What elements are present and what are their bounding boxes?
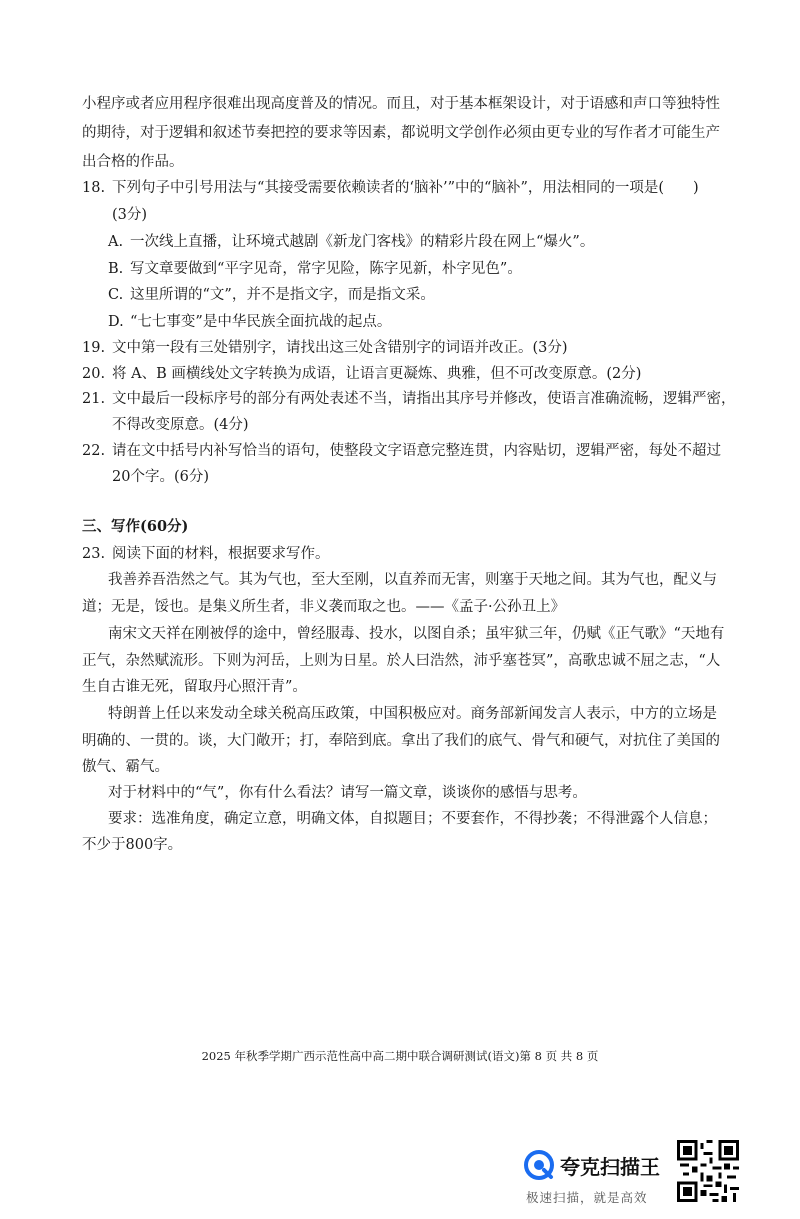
q18-number: 18. — [82, 180, 106, 196]
option-letter: B. — [108, 261, 124, 277]
material-p3-line-3: 傲气、霸气。 — [82, 759, 169, 775]
material-p3-line-2: 明确的、一贯的。谈，大门敞开；打，奉陪到底。拿出了我们的底气、骨气和硬气，对抗住了美国的 — [82, 733, 720, 749]
writing-prompt: 对于材料中的“气”，你有什么看法？请写一篇文章，谈谈你的感悟与思考。 — [108, 785, 587, 801]
material-p2-line-2: 正气，杂然赋流形。下则为河岳，上则为日星。於人曰浩然，沛乎塞苍冥”，高歌忠诚不屈之志，“人 — [82, 653, 721, 669]
writing-requirements-line-1: 要求：选准角度，确定立意，明确文体，自拟题目；不要套作，不得抄袭；不得泄露个人信息； — [108, 811, 717, 827]
intro-line-1: 小程序或者应用程序很难出现高度普及的情况。而且，对于基本框架设计，对于语感和声口等独特性 — [82, 96, 720, 112]
q22-line-1: 请在文中括号内补写恰当的语句，使整段文字语意完整连贯，内容贴切，逻辑严密，每处不超过 — [112, 443, 721, 459]
page-footer: 2025 年秋季学期广西示范性高中高二期中联合调研测试(语文)第 8 页 共 8 页 — [201, 1049, 599, 1063]
q18-option-c — [108, 285, 435, 305]
q23-intro: 阅读下面的材料，根据要求写作。 — [112, 546, 330, 562]
q20-number: 20. — [82, 366, 106, 382]
q18-option-d — [108, 312, 391, 332]
option-text: 一次线上直播，让环境式越剧《新龙门客栈》的精彩片段在网上“爆火”。 — [130, 234, 595, 250]
material-p2-line-1: 南宋文天祥在刚被俘的途中，曾经服毒、投水，以图自杀；虽牢狱三年，仍赋《正气歌》“天地有 — [108, 626, 725, 642]
q21-number: 21. — [82, 391, 106, 407]
q19-text: 文中第一段有三处错别字，请找出这三处含错别字的词语并改正。(3分) — [112, 340, 568, 356]
q18-option-a — [108, 232, 594, 252]
q18-option-b — [108, 259, 522, 279]
material-p1-line-2: 道；无是，馁也。是集义所生者，非义袭而取之也。——《孟子·公孙丑上》 — [82, 599, 566, 615]
q22-number: 22. — [82, 443, 106, 459]
q18-score: (3分) — [112, 207, 148, 223]
option-text: “七七事变”是中华民族全面抗战的起点。 — [130, 314, 392, 330]
option-text: 写文章要做到“平字见奇，常字见险，陈字见新，朴字见色”。 — [130, 261, 522, 277]
q19-number: 19. — [82, 340, 106, 356]
q21-line-2: 不得改变原意。(4分) — [112, 417, 249, 433]
writing-requirements-line-2: 不少于800字。 — [82, 837, 183, 853]
option-letter: C. — [108, 287, 124, 303]
quark-logo-icon — [524, 1150, 554, 1180]
q18-stem: 下列句子中引号用法与“其接受需要依赖读者的‘脑补’”中的“脑补”，用法相同的一项是( ) — [112, 180, 699, 196]
intro-line-2: 的期待，对于逻辑和叙述节奏把控的要求等因素，都说明文学创作必须由更专业的写作者才可能生产 — [82, 125, 720, 141]
section-heading: 三、写作(60分) — [82, 518, 189, 535]
q20-text: 将 A、B 画横线处文字转换为成语，让语言更凝炼、典雅，但不可改变原意。(2分) — [112, 366, 642, 382]
material-p1-line-1: 我善养吾浩然之气。其为气也，至大至刚，以直养而无害，则塞于天地之间。其为气也，配义与 — [108, 572, 717, 588]
option-text: 这里所谓的“文”，并不是指文字，而是指文采。 — [130, 287, 435, 303]
scanner-watermark — [524, 1150, 674, 1210]
material-p3-line-1: 特朗普上任以来发动全球关税高压政策，中国积极应对。商务部新闻发言人表示，中方的立场是 — [108, 706, 717, 722]
q21-line-1: 文中最后一段标序号的部分有两处表述不当，请指出其序号并修改，使语言准确流畅，逻辑严密， — [112, 391, 736, 407]
intro-line-3: 出合格的作品。 — [82, 154, 184, 170]
q22-line-2: 20个字。(6分) — [112, 469, 209, 485]
option-letter: D. — [108, 314, 124, 330]
option-letter: A. — [108, 234, 124, 250]
watermark-subtitle: 极速扫描，就是高效 — [526, 1190, 648, 1205]
qr-code-icon — [677, 1140, 739, 1202]
material-p2-line-3: 生自古谁无死，留取丹心照汗青”。 — [82, 679, 307, 695]
q23-number: 23. — [82, 546, 106, 562]
watermark-title: 夸克扫描王 — [560, 1155, 660, 1179]
